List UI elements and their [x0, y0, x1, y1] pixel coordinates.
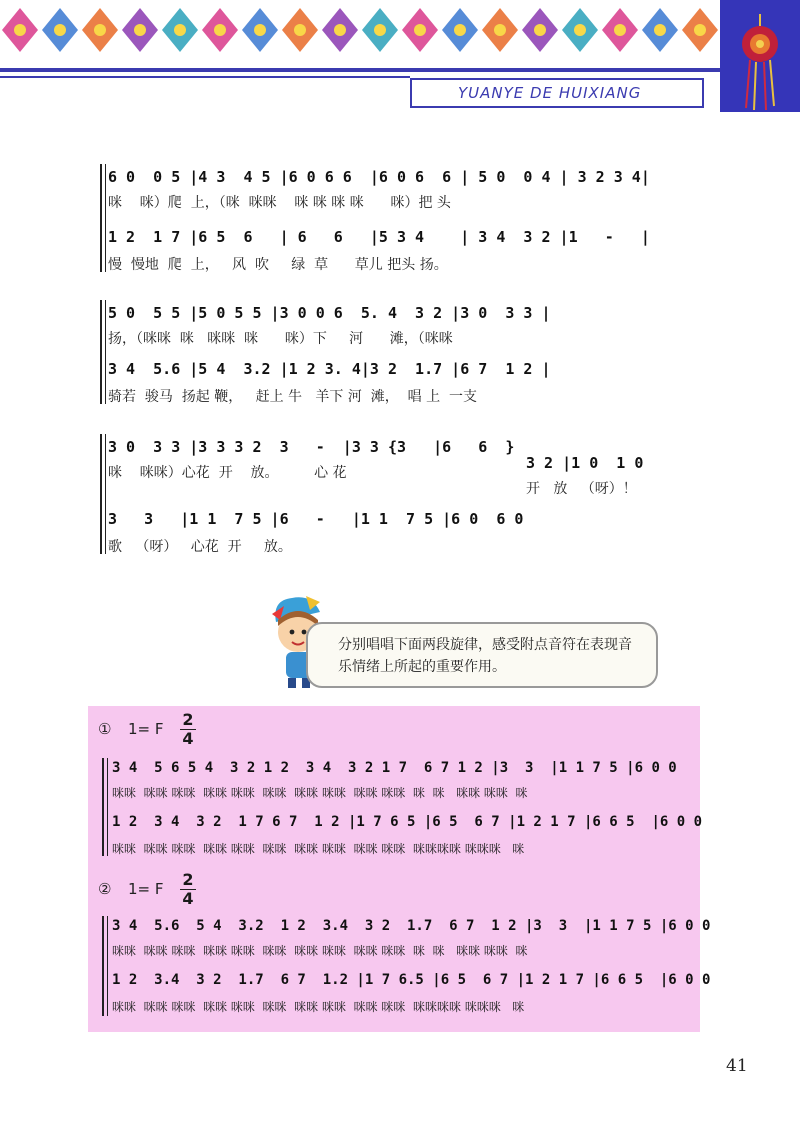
- exercise-number: ①: [98, 720, 112, 738]
- time-signature-top: 2: [182, 710, 194, 729]
- lyric-line: 开 放 （呀）！: [526, 481, 637, 497]
- notation-line: 5 0 5 5 |5 0 5 5 |3 0 0 6 5. 4 3 2 |3 0 3 3 |: [108, 304, 551, 322]
- embroidery-motif-center: [614, 24, 626, 36]
- notation-line: 3 3 |1 1 7 5 |6 - |1 1 7 5 |6 0 6 0: [108, 510, 533, 528]
- lyric-line: 咪咪 咪咪 咪咪 咪咪 咪咪 咪咪 咪咪 咪咪 咪咪 咪咪 咪 咪 咪咪 咪咪 咪: [112, 944, 528, 958]
- hanging-ornament-icon: [720, 0, 800, 112]
- score-bracket: [100, 164, 108, 272]
- notation-line: 3 0 3 3 |3 3 3 2 3 - |3 3 {3 |6 6 }: [108, 438, 515, 456]
- embroidery-pattern-icon: [0, 0, 720, 62]
- lyric-line: 咪咪 咪咪 咪咪 咪咪 咪咪 咪咪 咪咪 咪咪 咪咪 咪咪 咪咪咪咪 咪咪咪 咪: [112, 842, 525, 856]
- time-signature-bottom: 4: [182, 729, 194, 748]
- header-rule-thin: [0, 76, 410, 78]
- notation-line: 3 4 5.6 5 4 3.2 1 2 3.4 3 2 1.7 6 7 1 2 |3 3 |1 1 7 5 |6 0 0: [112, 918, 711, 934]
- page-number: 41: [726, 1056, 748, 1076]
- notation-line: 1 2 3 4 3 2 1 7 6 7 1 2 |1 7 6 5 |6 5 6 7 |1 2 1 7 |6 6 5 |6 0 0: [112, 814, 703, 830]
- notation-line: 1 2 3.4 3 2 1.7 6 7 1.2 |1 7 6.5 |6 5 6 7 |1 2 1 7 |6 6 5 |6 0 0: [112, 972, 711, 988]
- notation-line: 1 2 1 7 |6 5 6 | 6 6 |5 3 4 | 3 4 3 2 |1 - |: [108, 228, 650, 246]
- embroidery-banner: [0, 0, 720, 62]
- lyric-line: 咪咪 咪咪 咪咪 咪咪 咪咪 咪咪 咪咪 咪咪 咪咪 咪咪 咪 咪 咪咪 咪咪 咪: [112, 786, 528, 800]
- score-bracket: [100, 434, 108, 554]
- exercise-key: 1= F: [128, 720, 164, 738]
- embroidery-motif-center: [454, 24, 466, 36]
- embroidery-motif-center: [14, 24, 26, 36]
- time-signature: [180, 872, 196, 907]
- exercise-key: 1= F: [128, 880, 164, 898]
- embroidery-motif-center: [534, 24, 546, 36]
- embroidery-motif-center: [574, 24, 586, 36]
- notation-line: 3 4 5.6 |5 4 3.2 |1 2 3. 4|3 2 1.7 |6 7 1 2 |: [108, 360, 551, 378]
- page-header-title: YUANYE DE HUIXIANG: [410, 78, 704, 108]
- time-signature-bottom: 4: [182, 889, 194, 908]
- lyric-line: 咪 咪）爬 上，（咪 咪咪 咪 咪 咪 咪 咪）把 头: [108, 195, 451, 211]
- header-rule: [0, 68, 720, 72]
- embroidery-motif-center: [54, 24, 66, 36]
- embroidery-motif-center: [294, 24, 306, 36]
- notation-line: 3 4 5 6 5 4 3 2 1 2 3 4 3 2 1 7 6 7 1 2 |3 3 |1 1 7 5 |6 0 0: [112, 760, 677, 776]
- embroidery-motif-center: [414, 24, 426, 36]
- embroidery-motif-center: [174, 24, 186, 36]
- lyric-line: 咪咪 咪咪 咪咪 咪咪 咪咪 咪咪 咪咪 咪咪 咪咪 咪咪 咪咪咪咪 咪咪咪 咪: [112, 1000, 525, 1014]
- lyric-line: 歌 （呀） 心花 开 放。: [108, 539, 292, 555]
- score-bracket: [102, 916, 110, 1016]
- notation-line: 6 0 0 5 |4 3 4 5 |6 0 6 6 |6 0 6 6 | 5 0 0 4 | 3 2 3 4|: [108, 168, 650, 186]
- embroidery-motif-center: [694, 24, 706, 36]
- embroidery-motif-center: [134, 24, 146, 36]
- embroidery-motif-center: [94, 24, 106, 36]
- embroidery-motif-center: [334, 24, 346, 36]
- lyric-line: 咪 咪咪）心花 开 放。 心 花: [108, 465, 347, 481]
- embroidery-motif-center: [374, 24, 386, 36]
- notation-line: 3 2 |1 0 1 0: [526, 454, 644, 472]
- embroidery-motif-center: [214, 24, 226, 36]
- embroidery-motif-center: [254, 24, 266, 36]
- lyric-line: 慢 慢地 爬 上， 风 吹 绿 草 草儿 把头 扬。: [108, 257, 448, 273]
- embroidery-motif-center: [654, 24, 666, 36]
- time-signature: [180, 712, 196, 747]
- time-signature-top: 2: [182, 870, 194, 889]
- practice-box: [88, 706, 711, 1032]
- score-bracket: [100, 300, 108, 404]
- exercise-number: ②: [98, 880, 112, 898]
- instruction-callout: 分别唱唱下面两段旋律，感受附点音符在表现音乐情绪上所起的重要作用。: [306, 622, 658, 688]
- lyric-line: 骑若 骏马 扬起 鞭， 赶上 牛 羊下 河 滩， 唱 上 一支: [108, 389, 478, 405]
- embroidery-motif-center: [494, 24, 506, 36]
- lyric-line: 扬，（咪咪 咪 咪咪 咪 咪）下 河 滩，（咪咪: [108, 331, 453, 347]
- score-bracket: [102, 758, 110, 856]
- side-panel: [720, 0, 800, 112]
